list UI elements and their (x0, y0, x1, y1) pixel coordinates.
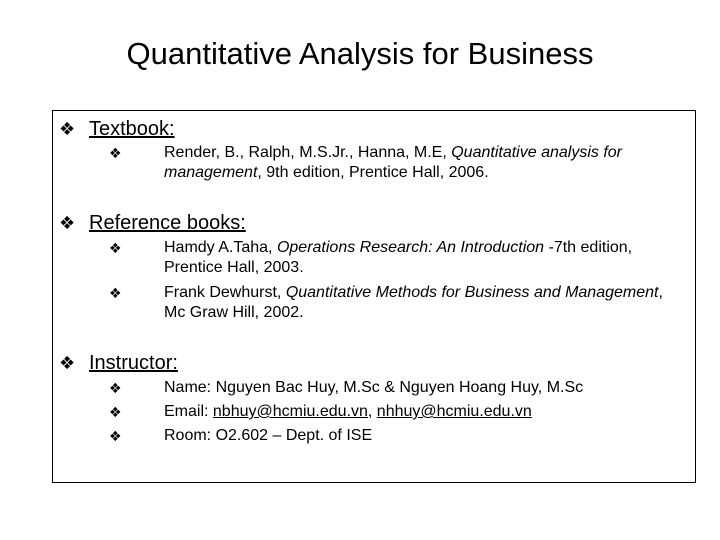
diamond-bullet-icon: ❖ (109, 285, 122, 301)
section-heading-instructor (59, 351, 178, 375)
email-link-1[interactable]: nbhuy@hcmiu.edu.vn (212, 403, 368, 420)
reference-book-1: Hamdy A.Taha, Operations Research: An Introduction -7th edition, Prentice Hall, 2003. (164, 239, 633, 276)
diamond-bullet-icon: ❖ (109, 145, 122, 161)
diamond-bullet-icon: ❖ (109, 404, 122, 420)
list-item (109, 378, 684, 398)
list-item (109, 426, 684, 446)
diamond-bullet-icon: ❖ (59, 213, 76, 233)
instructor-name: Name: Nguyen Bac Huy, M.Sc & Nguyen Hoang Huy, M.Sc (164, 379, 584, 396)
textbook-reference: Render, B., Ralph, M.S.Jr., Hanna, M.E, Quantitative analysis for management, 9th edition, Prentice Hall, 2006. (164, 144, 622, 181)
diamond-bullet-icon: ❖ (59, 119, 76, 139)
section-heading-reference-books (59, 211, 246, 235)
list-item (109, 143, 684, 183)
page-title: Quantitative Analysis for Business (126, 36, 594, 71)
instructor-room: Room: O2.602 – Dept. of ISE (164, 427, 373, 444)
list-item (109, 283, 684, 323)
diamond-bullet-icon: ❖ (109, 380, 122, 396)
section-heading-label: Instructor: (89, 352, 178, 374)
section-heading-label: Reference books: (89, 212, 246, 234)
diamond-bullet-icon: ❖ (59, 353, 76, 373)
content-box (52, 110, 696, 483)
diamond-bullet-icon: ❖ (109, 240, 122, 256)
reference-book-2: Frank Dewhurst, Quantitative Methods for Business and Management, Mc Graw Hill, 2002. (164, 284, 663, 321)
email-link-2[interactable]: nhhuy@hcmiu.edu.vn (376, 403, 532, 420)
list-item (109, 238, 684, 278)
section-heading-textbook (59, 117, 175, 141)
diamond-bullet-icon: ❖ (109, 428, 122, 444)
list-item (109, 402, 684, 422)
instructor-email: Email: nbhuy@hcmiu.edu.vn, nhhuy@hcmiu.edu.vn (164, 403, 532, 420)
section-heading-label: Textbook: (89, 118, 175, 140)
